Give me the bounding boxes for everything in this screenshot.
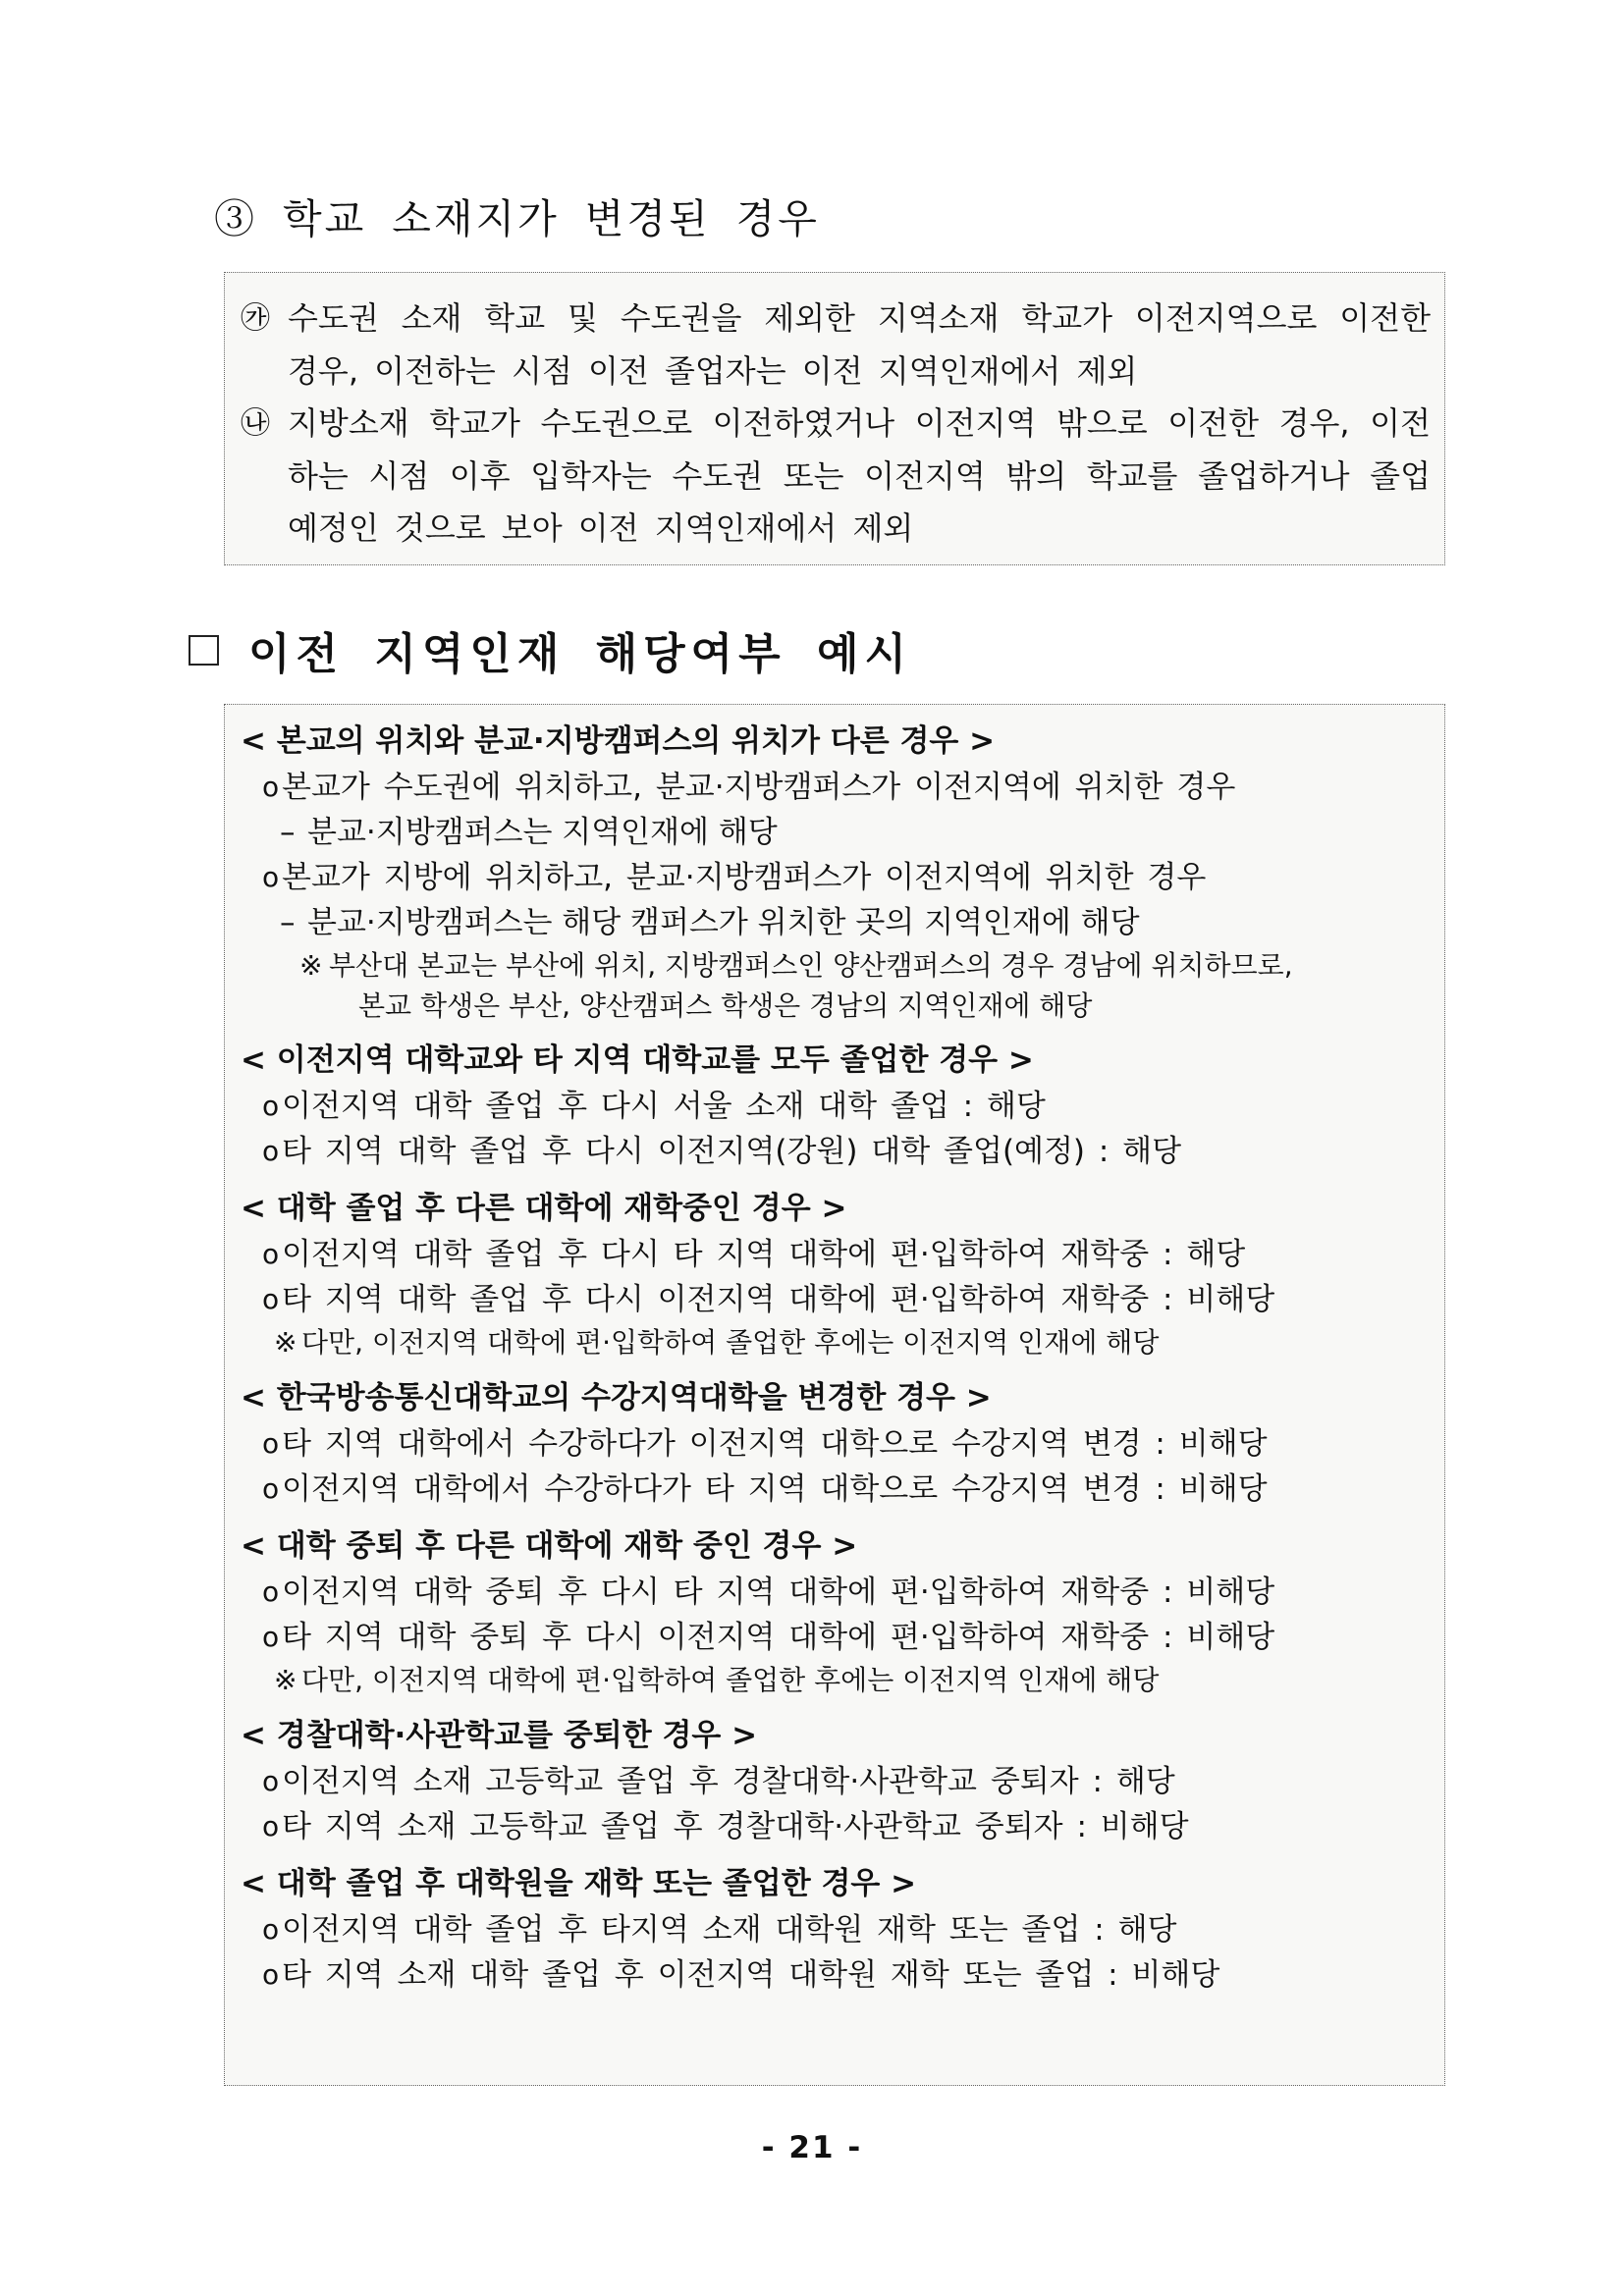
example-item: [241, 1232, 1425, 1277]
example-item-text: 이전지역 대학 졸업 후 타지역 소재 대학원 재학 또는 졸업 : 해당: [282, 1912, 1177, 1948]
bullet: o: [262, 1621, 280, 1653]
bullet: o: [262, 1135, 280, 1167]
note-mark: ※: [274, 1326, 298, 1359]
example-item-text: 타 지역 대학 졸업 후 다시 이전지역(강원) 대학 졸업(예정) : 해당: [282, 1134, 1182, 1169]
condition-item: [239, 293, 1431, 398]
example-item-text: 본교가 지방에 위치하고, 분교·지방캠퍼스가 이전지역에 위치한 경우: [282, 860, 1207, 895]
example-item: [241, 1615, 1425, 1660]
page-number: - 21 -: [761, 2130, 863, 2165]
example-group-title: < 대학 졸업 후 다른 대학에 재학중인 경우 >: [241, 1191, 847, 1226]
condition-item: [239, 398, 1431, 556]
example-item: [241, 855, 1425, 900]
bullet: o: [262, 1090, 280, 1122]
bullet: o: [262, 1427, 280, 1460]
example-item-text: 이전지역 대학에서 수강하다가 타 지역 대학으로 수강지역 변경 : 비해당: [282, 1471, 1268, 1507]
example-item-text: 분교·지방캠퍼스는 지역인재에 해당: [307, 815, 778, 850]
example-groups: [241, 719, 1425, 1998]
example-item: [241, 945, 1425, 986]
example-group-title: < 본교의 위치와 분교·지방캠퍼스의 위치가 다른 경우 >: [241, 723, 996, 759]
section-heading: [189, 618, 912, 681]
bullet: o: [262, 1958, 280, 1991]
example-group-title: < 경찰대학·사관학교를 중퇴한 경우 >: [241, 1718, 758, 1753]
example-group-title: < 대학 졸업 후 대학원을 재학 또는 졸업한 경우 >: [241, 1866, 917, 1901]
condition-mark: ㉯: [241, 406, 270, 441]
example-item: [241, 986, 1425, 1026]
example-item-text: 타 지역 대학 중퇴 후 다시 이전지역 대학에 편·입학하여 재학중 : 비해당: [282, 1620, 1275, 1655]
example-item: [241, 1907, 1425, 1952]
bullet: o: [262, 1765, 280, 1797]
note-mark: ※: [299, 949, 323, 982]
example-item-text: 타 지역 대학에서 수강하다가 이전지역 대학으로 수강지역 변경 : 비해당: [282, 1426, 1268, 1462]
examples-box: [224, 704, 1445, 2086]
section-title: 이전 지역인재 해당여부 예시: [248, 629, 913, 679]
example-group-title: < 한국방송통신대학교의 수강지역대학을 변경한 경우 >: [241, 1380, 992, 1415]
example-group: [241, 719, 1425, 1026]
bullet: o: [262, 1283, 280, 1315]
example-item: [241, 1660, 1425, 1701]
example-item: [241, 1804, 1425, 1849]
checkbox-icon: [189, 635, 219, 666]
subsection-title: ③ 학교 소재지가 변경된 경우: [214, 195, 820, 242]
example-group: [241, 1375, 1425, 1512]
condition-mark: ㉮: [241, 301, 270, 336]
example-item: [241, 1322, 1425, 1363]
bullet: o: [262, 771, 280, 803]
bullet: o: [262, 1238, 280, 1270]
condition-line: 수도권 소재 학교 및 수도권을 제외한 지역소재 학교가 이전지역으로 이전한: [288, 299, 1431, 337]
bullet: o: [262, 1913, 280, 1946]
bullet: o: [262, 1472, 280, 1505]
example-item-text: 분교·지방캠퍼스는 해당 캠퍼스가 위치한 곳의 지역인재에 해당: [307, 905, 1140, 940]
condition-box: [224, 272, 1445, 565]
example-item: [241, 1570, 1425, 1615]
bullet: o: [262, 861, 280, 893]
example-group: [241, 1038, 1425, 1174]
condition-line: 지방소재 학교가 수도권으로 이전하였거나 이전지역 밖으로 이전한 경우, 이전: [288, 404, 1431, 442]
example-item: [241, 810, 1425, 855]
condition-line: 하는 시점 이후 입학자는 수도권 또는 이전지역 밖의 학교를 졸업하거나 졸업: [288, 456, 1431, 495]
example-item: [241, 1759, 1425, 1804]
bullet: o: [262, 1575, 280, 1608]
example-item-text: 본교가 수도권에 위치하고, 분교·지방캠퍼스가 이전지역에 위치한 경우: [282, 770, 1236, 805]
note-mark: ※: [274, 1664, 298, 1696]
example-group: [241, 1186, 1425, 1363]
example-item-text: 이전지역 대학 중퇴 후 다시 타 지역 대학에 편·입학하여 재학중 : 비해당: [282, 1575, 1275, 1610]
example-item-text: 부산대 본교는 부산에 위치, 지방캠퍼스인 양산캠퍼스의 경우 경남에 위치하므로,: [329, 949, 1293, 982]
bullet: –: [280, 815, 296, 850]
example-item: [241, 1952, 1425, 1998]
example-item: [241, 900, 1425, 945]
example-item-text: 다만, 이전지역 대학에 편·입학하여 졸업한 후에는 이전지역 인재에 해당: [301, 1664, 1160, 1696]
example-item-text: 타 지역 소재 고등학교 졸업 후 경찰대학·사관학교 중퇴자 : 비해당: [282, 1809, 1189, 1844]
bullet: o: [262, 1810, 280, 1842]
example-group-title: < 이전지역 대학교와 타 지역 대학교를 모두 졸업한 경우 >: [241, 1042, 1034, 1078]
example-group: [241, 1523, 1425, 1701]
condition-line: 예정인 것으로 보아 이전 지역인재에서 제외: [288, 509, 914, 547]
example-item-text: 이전지역 대학 졸업 후 다시 서울 소재 대학 졸업 : 해당: [282, 1089, 1046, 1124]
example-item: [241, 1084, 1425, 1129]
example-item: [241, 1421, 1425, 1467]
example-group: [241, 1713, 1425, 1849]
example-item-text: 타 지역 소재 대학 졸업 후 이전지역 대학원 재학 또는 졸업 : 비해당: [282, 1957, 1220, 1993]
example-group: [241, 1861, 1425, 1998]
example-item: [241, 1467, 1425, 1512]
example-item-text: 본교 학생은 부산, 양산캠퍼스 학생은 경남의 지역인재에 해당: [358, 989, 1093, 1022]
bullet: –: [280, 905, 296, 940]
example-item: [241, 765, 1425, 810]
example-item: [241, 1277, 1425, 1322]
example-group-title: < 대학 중퇴 후 다른 대학에 재학 중인 경우 >: [241, 1528, 858, 1564]
example-item-text: 이전지역 대학 졸업 후 다시 타 지역 대학에 편·입학하여 재학중 : 해당: [282, 1237, 1246, 1272]
condition-line: 경우, 이전하는 시점 이전 졸업자는 이전 지역인재에서 제외: [288, 351, 1138, 390]
example-item-text: 타 지역 대학 졸업 후 다시 이전지역 대학에 편·입학하여 재학중 : 비해당: [282, 1282, 1275, 1317]
example-item-text: 이전지역 소재 고등학교 졸업 후 경찰대학·사관학교 중퇴자 : 해당: [282, 1764, 1175, 1799]
example-item-text: 다만, 이전지역 대학에 편·입학하여 졸업한 후에는 이전지역 인재에 해당: [301, 1326, 1160, 1359]
example-item: [241, 1129, 1425, 1174]
